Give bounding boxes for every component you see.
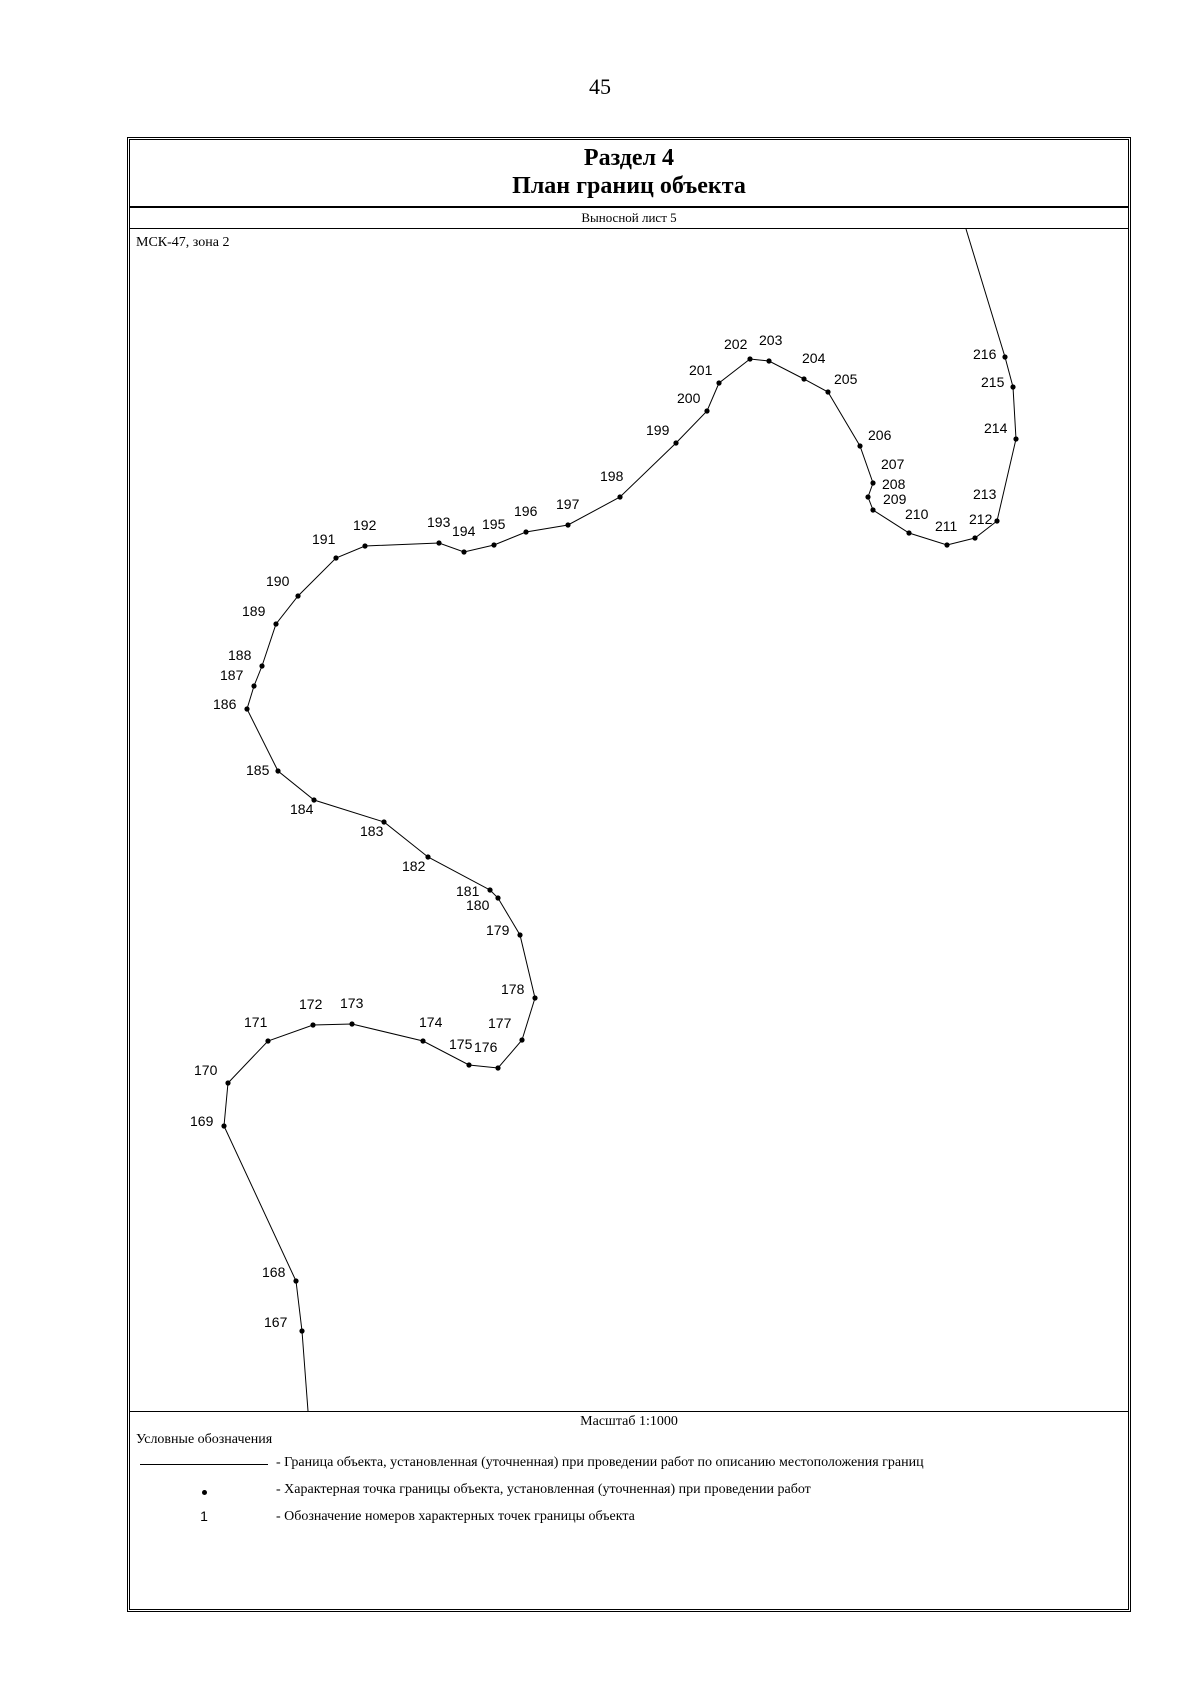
point-label-173: 173 [340, 995, 364, 1011]
boundary-point-212 [972, 535, 977, 540]
legend-item-boundary [130, 1454, 1128, 1474]
sheet-label: Выносной лист 5 [130, 208, 1128, 229]
point-label-177: 177 [488, 1015, 512, 1031]
plan-title: План границ объекта [512, 173, 746, 199]
point-label-198: 198 [600, 468, 624, 484]
boundary-point-209 [870, 507, 875, 512]
boundary-line-symbol [140, 1464, 268, 1465]
point-label-167: 167 [264, 1314, 288, 1330]
boundary-point-199 [673, 440, 678, 445]
boundary-point-194 [461, 549, 466, 554]
boundary-point-201 [716, 380, 721, 385]
point-label-183: 183 [360, 823, 384, 839]
boundary-point-185 [275, 768, 280, 773]
legend-text-point: - Характерная точка границы объекта, установленная (уточненная) при проведении работ [276, 1482, 811, 1497]
boundary-point-178 [532, 995, 537, 1000]
boundary-point-170 [225, 1080, 230, 1085]
point-label-179: 179 [486, 922, 510, 938]
legend-title: Условные обозначения [136, 1432, 273, 1447]
point-label-170: 170 [194, 1062, 218, 1078]
point-label-186: 186 [213, 696, 237, 712]
boundary-point-188 [259, 663, 264, 668]
boundary-point-191 [333, 555, 338, 560]
boundary-point-167 [299, 1328, 304, 1333]
boundary-point-214 [1013, 436, 1018, 441]
boundary-point-173 [349, 1021, 354, 1026]
section-header [130, 140, 1128, 208]
boundary-point-181 [487, 887, 492, 892]
point-label-178: 178 [501, 981, 525, 997]
point-dot-symbol [202, 1490, 207, 1495]
point-label-216: 216 [973, 346, 997, 362]
point-label-191: 191 [312, 531, 336, 547]
point-label-202: 202 [724, 336, 748, 352]
boundary-point-190 [295, 593, 300, 598]
point-number-symbol: 1 [200, 1508, 208, 1524]
drawing-frame [127, 137, 1131, 1612]
point-label-169: 169 [190, 1113, 214, 1129]
boundary-point-176 [495, 1065, 500, 1070]
point-label-205: 205 [834, 371, 858, 387]
legend-area [130, 1411, 1128, 1608]
point-label-201: 201 [689, 362, 713, 378]
point-label-215: 215 [981, 374, 1005, 390]
point-label-206: 206 [868, 427, 892, 443]
point-label-189: 189 [242, 603, 266, 619]
boundary-point-174 [420, 1038, 425, 1043]
boundary-point-203 [766, 358, 771, 363]
boundary-point-198 [617, 494, 622, 499]
page-number: 45 [589, 74, 611, 99]
coordinate-system-label: МСК-47, зона 2 [136, 235, 230, 250]
boundary-point-206 [857, 443, 862, 448]
boundary-point-211 [944, 542, 949, 547]
boundary-point-192 [362, 543, 367, 548]
point-label-192: 192 [353, 517, 377, 533]
point-label-196: 196 [514, 503, 538, 519]
boundary-point-193 [436, 540, 441, 545]
point-label-212: 212 [969, 511, 993, 527]
section-title: Раздел 4 [583, 145, 675, 171]
point-label-181: 181 [456, 883, 480, 899]
boundary-point-204 [801, 376, 806, 381]
boundary-point-180 [495, 895, 500, 900]
point-label-211: 211 [935, 518, 958, 534]
legend-text-boundary: - Граница объекта, установленная (уточненная) при проведении работ по описанию местоположения границ [276, 1455, 924, 1470]
map-scale: Масштаб 1:1000 [580, 1414, 678, 1429]
point-label-208: 208 [882, 476, 906, 492]
point-label-190: 190 [266, 573, 290, 589]
point-label-185: 185 [246, 762, 270, 778]
point-label-176: 176 [474, 1039, 498, 1055]
point-label-180: 180 [466, 897, 490, 913]
boundary-point-177 [519, 1037, 524, 1042]
boundary-point-200 [704, 408, 709, 413]
point-label-172: 172 [299, 996, 323, 1012]
boundary-point-186 [244, 706, 249, 711]
point-label-175: 175 [449, 1036, 473, 1052]
point-label-188: 188 [228, 647, 252, 663]
point-label-207: 207 [881, 456, 905, 472]
point-label-199: 199 [646, 422, 670, 438]
boundary-line [224, 229, 1016, 1411]
map-area [130, 229, 1128, 1411]
point-label-171: 171 [244, 1014, 268, 1030]
point-label-195: 195 [482, 516, 506, 532]
boundary-point-216 [1002, 354, 1007, 359]
point-label-187: 187 [220, 667, 244, 683]
boundary-point-182 [425, 854, 430, 859]
boundary-point-171 [265, 1038, 270, 1043]
point-label-168: 168 [262, 1264, 286, 1280]
boundary-point-168 [293, 1278, 298, 1283]
point-label-197: 197 [556, 496, 580, 512]
point-label-210: 210 [905, 506, 929, 522]
boundary-labels [190, 332, 1008, 1330]
boundary-point-213 [994, 518, 999, 523]
boundary-point-169 [221, 1123, 226, 1128]
point-label-213: 213 [973, 486, 997, 502]
point-label-203: 203 [759, 332, 783, 348]
point-label-200: 200 [677, 390, 701, 406]
boundary-point-207 [870, 480, 875, 485]
boundary-point-202 [747, 356, 752, 361]
boundary-point-205 [825, 389, 830, 394]
point-label-194: 194 [452, 523, 476, 539]
boundary-point-215 [1010, 384, 1015, 389]
boundary-point-175 [466, 1062, 471, 1067]
boundary-lines [224, 229, 1016, 1411]
point-label-209: 209 [883, 491, 907, 507]
boundary-point-179 [517, 932, 522, 937]
point-label-174: 174 [419, 1014, 443, 1030]
boundary-point-172 [310, 1022, 315, 1027]
point-label-193: 193 [427, 514, 451, 530]
boundary-point-195 [491, 542, 496, 547]
boundary-point-208 [865, 494, 870, 499]
point-label-182: 182 [402, 858, 426, 874]
legend-text-number: - Обозначение номеров характерных точек границы объекта [276, 1509, 635, 1524]
boundary-point-187 [251, 683, 256, 688]
point-label-184: 184 [290, 801, 314, 817]
boundary-point-189 [273, 621, 278, 626]
boundary-point-210 [906, 530, 911, 535]
boundary-map [130, 229, 1128, 1411]
legend-item-point [130, 1481, 1128, 1501]
point-label-204: 204 [802, 350, 826, 366]
boundary-point-197 [565, 522, 570, 527]
boundary-point-196 [523, 529, 528, 534]
legend-item-number [130, 1508, 1128, 1528]
point-label-214: 214 [984, 420, 1008, 436]
